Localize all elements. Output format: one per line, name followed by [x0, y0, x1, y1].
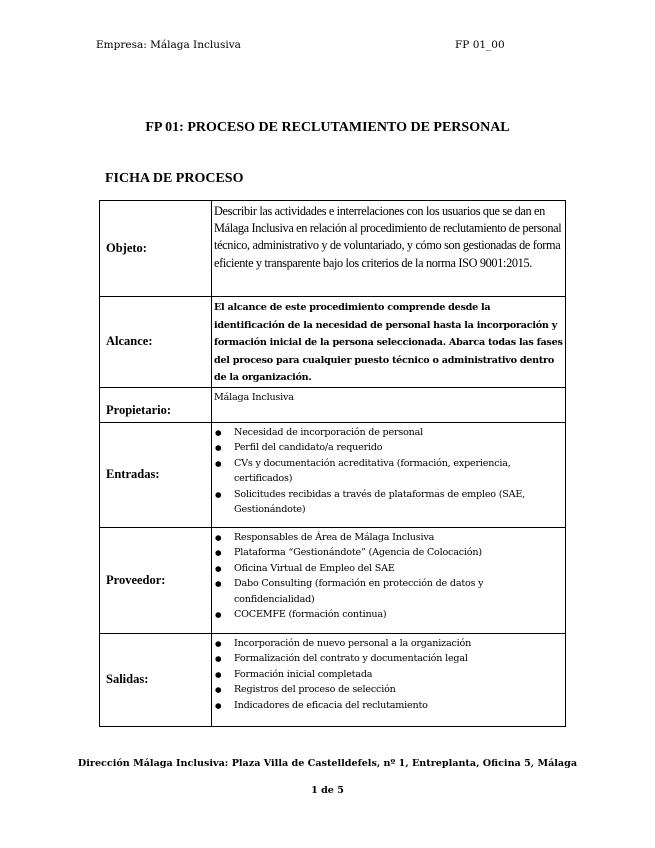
value-proveedor [212, 527, 566, 633]
value-propietario [212, 387, 566, 422]
proveedor-list [214, 530, 563, 624]
entradas-list [214, 425, 563, 519]
value-alcance [212, 297, 566, 388]
value-salidas [212, 633, 566, 726]
row-entradas [100, 422, 566, 527]
row-propietario [100, 387, 566, 422]
list-item: ● Solicitudes recibidas a través de plataformas de empleo (SAE, Gestionándote) [214, 487, 563, 518]
process-sheet-table [99, 200, 566, 727]
page-number: 1 de 5 [311, 785, 344, 796]
label-objeto: Objeto: [100, 201, 212, 297]
list-item: ● Registros del proceso de selección [214, 682, 563, 698]
list-item: ● Formación inicial completada [214, 667, 563, 683]
list-item: ● Formalización del contrato y documentación legal [214, 651, 563, 667]
list-item: ● Responsables de Área de Málaga Inclusiva [214, 530, 563, 546]
list-item: ● Necesidad de incorporación de personal [214, 425, 563, 441]
header-company: Empresa: Málaga Inclusiva [96, 39, 241, 51]
label-salidas: Salidas: [100, 633, 212, 726]
propietario-text: Málaga Inclusiva [214, 391, 294, 403]
row-salidas [100, 633, 566, 726]
label-propietario: Propietario: [100, 387, 212, 422]
objeto-text: Describir las actividades e interrelaciones con los usuarios que se dan en Málaga Inclusiva en relación al procedimiento de reclutamiento de personal técnico, administrativo y de voluntariado, y cómo son gestionadas de forma eficiente y transparente bajo los criterios de la norma ISO 9001:2015. [214, 204, 562, 270]
row-objeto [100, 201, 566, 297]
label-entradas: Entradas: [100, 422, 212, 527]
section-title: FICHA DE PROCESO [105, 171, 244, 186]
header-code: FP 01_00 [455, 39, 505, 51]
footer-address: Dirección Málaga Inclusiva: Plaza Villa de Castelldefels, nº 1, Entreplanta, Oficina 5, Málaga [77, 758, 578, 769]
list-item: ● COCEMFE (formación continua) [214, 607, 563, 623]
list-item: ● Indicadores de eficacia del reclutamiento [214, 698, 563, 714]
list-item: ● Dabo Consulting (formación en protección de datos y confidencialidad) [214, 576, 563, 607]
label-proveedor: Proveedor: [100, 527, 212, 633]
list-item: ● Incorporación de nuevo personal a la organización [214, 636, 563, 652]
value-objeto [212, 201, 566, 297]
row-alcance [100, 297, 566, 388]
salidas-list [214, 636, 563, 714]
label-alcance: Alcance: [100, 297, 212, 388]
alcance-text: El alcance de este procedimiento comprende desde la identificación de la necesidad de personal hasta la incorporación y formación inicial de la persona seleccionada. Abarca todas las fases del proceso para cualquier puesto técnico o administrativo dentro de la organización. [214, 302, 563, 383]
list-item: ● Plataforma “Gestionándote” (Agencia de Colocación) [214, 545, 563, 561]
row-proveedor [100, 527, 566, 633]
document-title: FP 01: PROCESO DE RECLUTAMIENTO DE PERSONAL [145, 120, 510, 135]
list-item: ● CVs y documentación acreditativa (formación, experiencia, certificados) [214, 456, 563, 487]
list-item: ● Perfil del candidato/a requerido [214, 440, 563, 456]
list-item: ● Oficina Virtual de Empleo del SAE [214, 561, 563, 577]
value-entradas [212, 422, 566, 527]
